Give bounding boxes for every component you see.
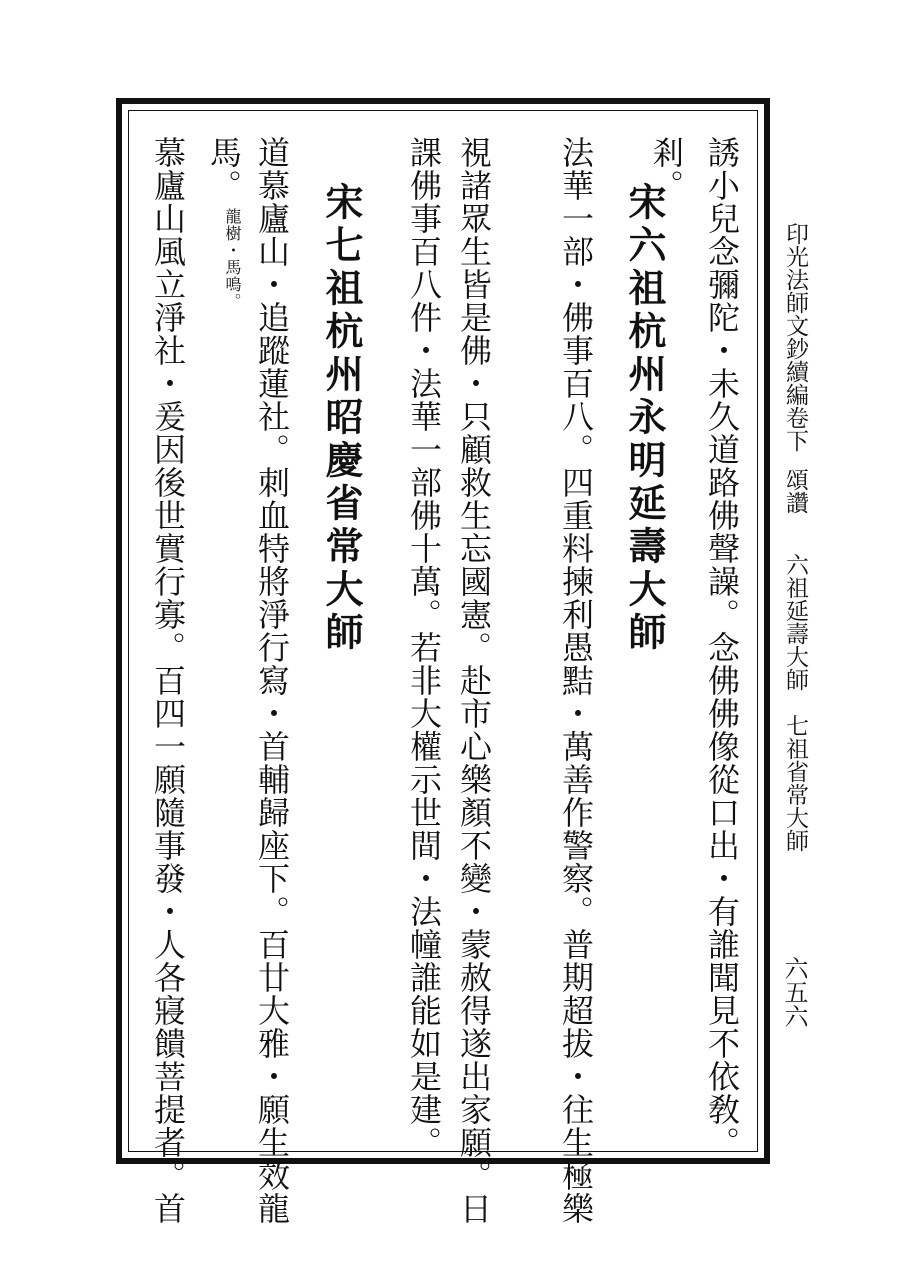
inline-note: 龍樹・馬鳴。: [223, 208, 242, 310]
header-section: 頌讚: [782, 468, 808, 514]
text-column-7-main: 馬。: [205, 136, 243, 202]
section-heading-yanshou: 宋六祖杭州永明延壽大師: [622, 182, 667, 655]
text-column-1: 誘小兒念彌陀・未久道路佛聲譟。念佛佛像從口出・有誰聞見不依敎。: [703, 136, 741, 1159]
text-column-6: 道慕廬山・追蹤蓮社。刺血特將淨行寫・首輔歸座下。百廿大雅・願生效龍: [253, 136, 291, 1225]
header-book-title: 印光法師文鈔續編卷下: [782, 222, 808, 452]
section-heading-shengchang: 宋七祖杭州昭慶省常大師: [319, 182, 364, 655]
text-column-5: 課佛事百八件・法華一部佛十萬。若非大權示世間・法幢誰能如是建。: [405, 136, 443, 1159]
text-column-8: 慕廬山風立淨社・爰因後世實行寡。百四一願隨事發・人各寢饋菩提者。首: [149, 136, 187, 1225]
text-column-7: [205, 136, 243, 310]
text-column-4: 視諸眾生皆是佛・只顧救生忘國憲。赴市心樂顏不變・蒙赦得遂出家願。日: [455, 136, 493, 1225]
page-number: 六五六: [780, 956, 808, 1028]
header-subjects: 六祖延壽大師 七祖省常大師: [782, 553, 808, 852]
text-column-3: 法華一部・佛事百八。四重料揀利愚黠・萬善作警察。普期超拔・往生極樂: [557, 136, 595, 1225]
text-column-2: 剎。: [647, 136, 685, 202]
